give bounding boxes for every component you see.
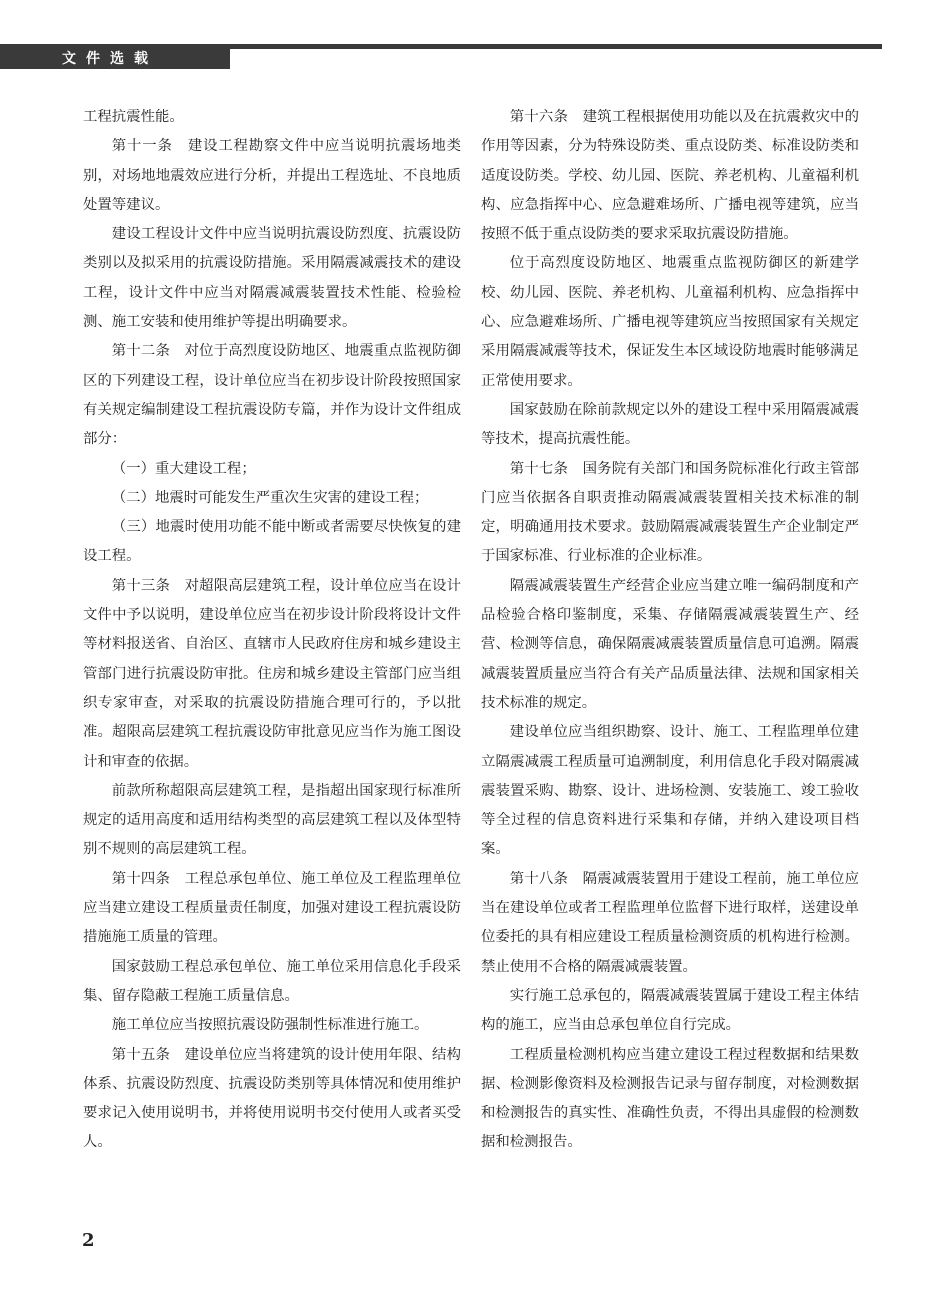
paragraph: （三）地震时使用功能不能中断或者需要尽快恢复的建设工程。 <box>83 519 461 565</box>
paragraph: 实行施工总承包的，隔震减震装置属于建设工程主体结构的施工，应当由总承包单位自行完成。 <box>481 987 859 1034</box>
paragraph: 位于高烈度设防地区、地震重点监视防御区的新建学校、幼儿园、医院、养老机构、儿童福利机构、应急指挥中心、应急避难场所、广播电视等建筑应当按照国家有关规定采用隔震减震等技术，保证发生本区域设防地震时能够满足正常使用要求。 <box>481 255 859 389</box>
paragraph: 隔震减震装置生产经营企业应当建立唯一编码制度和产品检验合格印鉴制度，采集、存储隔震减震装置生产、经营、检测等信息，确保隔震减震装置质量信息可追溯。隔震减震装置质量应当符合有关产品质量法律、法规和国家相关技术标准的规定。 <box>481 577 859 711</box>
paragraph: 国家鼓励在除前款规定以外的建设工程中采用隔震减震等技术，提高抗震性能。 <box>481 401 859 448</box>
paragraph: 第十七条 国务院有关部门和国务院标准化行政主管部门应当依据各自职责推动隔震减震装置相关技术标准的制定，明确通用技术要求。鼓励隔震减震装置生产企业制定严于国家标准、行业标准的企业标准。 <box>481 460 859 565</box>
paragraph: 第十三条 对超限高层建筑工程，设计单位应当在设计文件中予以说明，建设单位应当在初步设计阶段将设计文件等材料报送省、自治区、直辖市人民政府住房和城乡建设主管部门进行抗震设防审批。住房和城乡建设主管部门应当组织专家审查，对采取的抗震设防措施合理可行的，予以批准。超限高层建筑工程抗震设防审批意见应当作为施工图设计和审查的依据。 <box>83 577 461 770</box>
paragraph: （一）重大建设工程； <box>111 460 256 477</box>
paragraph: 第十一条 建设工程勘察文件中应当说明抗震场地类别，对场地地震效应进行分析，并提出工程选址、不良地质处置等建议。 <box>83 138 461 213</box>
paragraph: 第十八条 隔震减震装置用于建设工程前，施工单位应当在建设单位或者工程监理单位监督下进行取样，送建设单位委托的具有相应建设工程质量检测资质的机构进行检测。禁止使用不合格的隔震减震装置。 <box>481 870 859 975</box>
paragraph: 工程抗震性能。 <box>83 109 184 125</box>
section-label: 文件选载 <box>0 49 230 69</box>
paragraph: 第十六条 建筑工程根据使用功能以及在抗震救灾中的作用等因素，分为特殊设防类、重点设防类、标准设防类和适度设防类。学校、幼儿园、医院、养老机构、儿童福利机构、应急指挥中心、应急避难场所、广播电视等建筑，应当按照不低于重点设防类的要求采取抗震设防措施。 <box>481 109 859 243</box>
paragraph: 建设单位应当组织勘察、设计、施工、工程监理单位建立隔震减震工程质量可追溯制度，利用信息化手段对隔震减震装置采购、勘察、设计、进场检测、安装施工、竣工验收等全过程的信息资料进行采集和存储，并纳入建设项目档案。 <box>481 724 859 858</box>
left-column <box>83 103 461 1158</box>
right-column <box>481 103 859 1158</box>
paragraph: 第十二条 对位于高烈度设防地区、地震重点监视防御区的下列建设工程，设计单位应当在初步设计阶段按照国家有关规定编制建设工程抗震设防专篇，并作为设计文件组成部分： <box>83 343 461 448</box>
paragraph: 前款所称超限高层建筑工程，是指超出国家现行标准所规定的适用高度和适用结构类型的高层建筑工程以及体型特别不规则的高层建筑工程。 <box>83 782 461 858</box>
paragraph: 第十五条 建设单位应当将建筑的设计使用年限、结构体系、抗震设防烈度、抗震设防类别等具体情况和使用维护要求记入使用说明书，并将使用说明书交付使用人或者买受人。 <box>83 1046 461 1151</box>
paragraph: 施工单位应当按照抗震设防强制性标准进行施工。 <box>111 1017 429 1034</box>
paragraph: 第十四条 工程总承包单位、施工单位及工程监理单位应当建立建设工程质量责任制度，加强对建设工程抗震设防措施施工质量的管理。 <box>83 870 461 946</box>
paragraph: 建设工程设计文件中应当说明抗震设防烈度、抗震设防类别以及拟采用的抗震设防措施。采用隔震减震技术的建设工程，设计文件中应当对隔震减震装置技术性能、检验检测、施工安装和使用维护等提出明确要求。 <box>83 226 461 331</box>
paragraph: 国家鼓励工程总承包单位、施工单位采用信息化手段采集、留存隐蔽工程施工质量信息。 <box>83 958 461 1004</box>
paragraph: 工程质量检测机构应当建立建设工程过程数据和结果数据、检测影像资料及检测报告记录与留存制度，对检测数据和检测报告的真实性、准确性负责，不得出具虚假的检测数据和检测报告。 <box>481 1046 859 1151</box>
page-number: 2 <box>82 1230 95 1251</box>
paragraph: （二）地震时可能发生严重次生灾害的建设工程； <box>111 489 429 506</box>
